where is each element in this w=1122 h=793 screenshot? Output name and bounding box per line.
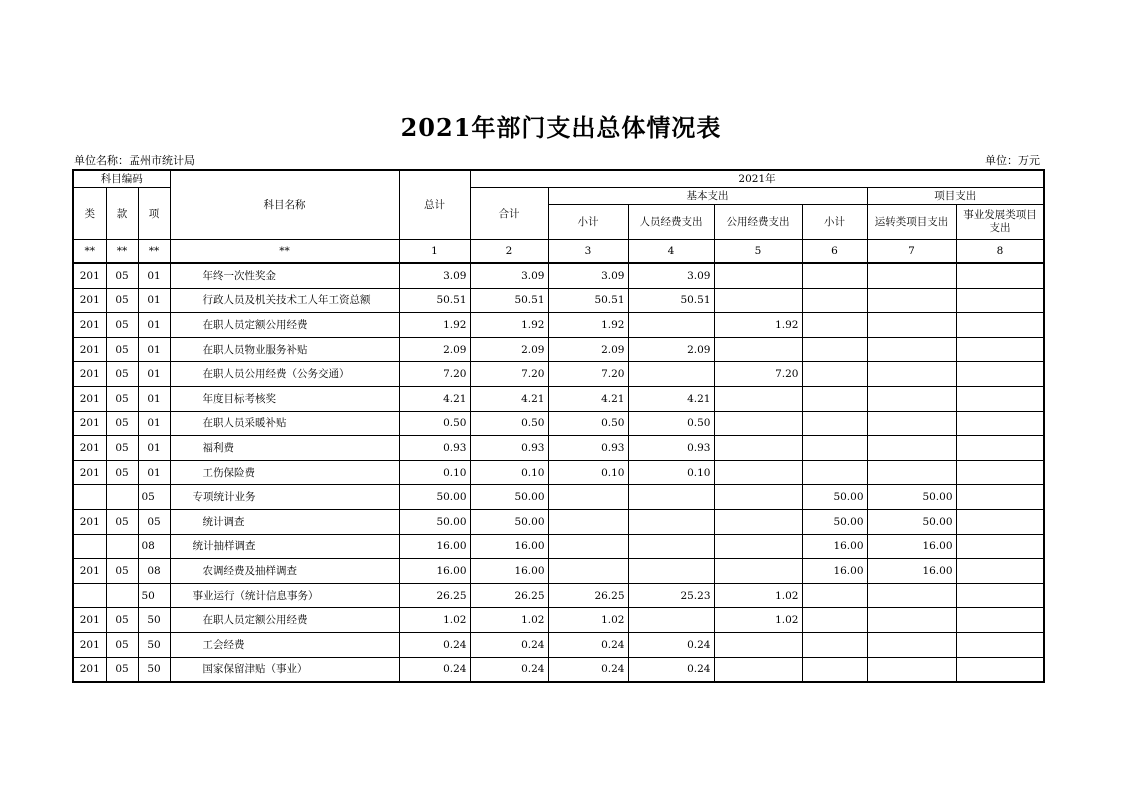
index-cell: 2 bbox=[470, 240, 548, 264]
cell-basic-subtotal: 0.24 bbox=[548, 657, 628, 682]
cell-operation bbox=[867, 583, 956, 608]
cell-xiang: 05 bbox=[138, 509, 170, 534]
cell-personnel bbox=[628, 608, 714, 633]
cell-development bbox=[956, 386, 1044, 411]
cell-public bbox=[714, 337, 802, 362]
table-row bbox=[73, 436, 1044, 461]
expenditure-table bbox=[72, 169, 1045, 683]
cell-subject-name: 专项统计业务 bbox=[170, 485, 399, 510]
cell-total: 3.09 bbox=[399, 263, 470, 288]
cell-project-subtotal: 16.00 bbox=[802, 534, 867, 559]
cell-development bbox=[956, 362, 1044, 387]
cell-sum: 1.92 bbox=[470, 313, 548, 338]
cell-sum: 3.09 bbox=[470, 263, 548, 288]
cell-basic-subtotal: 0.24 bbox=[548, 632, 628, 657]
index-cell: 7 bbox=[867, 240, 956, 264]
cell-operation bbox=[867, 313, 956, 338]
index-cell: 6 bbox=[802, 240, 867, 264]
cell-public: 7.20 bbox=[714, 362, 802, 387]
cell-xiang: 01 bbox=[138, 313, 170, 338]
table-row bbox=[73, 534, 1044, 559]
cell-basic-subtotal bbox=[548, 534, 628, 559]
cell-development bbox=[956, 608, 1044, 633]
cell-lei: 201 bbox=[73, 608, 106, 633]
cell-development bbox=[956, 337, 1044, 362]
cell-kuan: 05 bbox=[106, 288, 138, 313]
cell-public bbox=[714, 460, 802, 485]
cell-kuan: 05 bbox=[106, 386, 138, 411]
cell-kuan: 05 bbox=[106, 608, 138, 633]
cell-personnel bbox=[628, 362, 714, 387]
table-row bbox=[73, 411, 1044, 436]
cell-total: 7.20 bbox=[399, 362, 470, 387]
cell-personnel bbox=[628, 485, 714, 510]
cell-total: 50.00 bbox=[399, 485, 470, 510]
cell-sum: 0.10 bbox=[470, 460, 548, 485]
header-project-subtotal: 小计 bbox=[802, 205, 867, 240]
cell-xiang: 08 bbox=[138, 559, 170, 584]
cell-development bbox=[956, 288, 1044, 313]
cell-public: 1.02 bbox=[714, 608, 802, 633]
table-row bbox=[73, 313, 1044, 338]
cell-lei bbox=[73, 485, 106, 510]
cell-kuan: 05 bbox=[106, 632, 138, 657]
cell-project-subtotal bbox=[802, 313, 867, 338]
cell-total: 1.02 bbox=[399, 608, 470, 633]
table-row bbox=[73, 583, 1044, 608]
page-title: 2021年部门支出总体情况表 bbox=[400, 113, 722, 142]
cell-total: 2.09 bbox=[399, 337, 470, 362]
cell-lei: 201 bbox=[73, 263, 106, 288]
cell-operation: 50.00 bbox=[867, 485, 956, 510]
cell-operation bbox=[867, 657, 956, 682]
cell-basic-subtotal bbox=[548, 485, 628, 510]
cell-personnel: 4.21 bbox=[628, 386, 714, 411]
unit-name-label: 单位名称：孟州市统计局 bbox=[74, 154, 195, 167]
cell-xiang: 01 bbox=[138, 460, 170, 485]
header-basic-subtotal: 小计 bbox=[548, 205, 628, 240]
cell-operation bbox=[867, 436, 956, 461]
cell-project-subtotal bbox=[802, 263, 867, 288]
table-row bbox=[73, 386, 1044, 411]
cell-development bbox=[956, 263, 1044, 288]
cell-kuan: 05 bbox=[106, 263, 138, 288]
cell-project-subtotal bbox=[802, 288, 867, 313]
cell-sum: 0.93 bbox=[470, 436, 548, 461]
cell-sum: 0.24 bbox=[470, 657, 548, 682]
cell-total: 50.00 bbox=[399, 509, 470, 534]
cell-xiang: 01 bbox=[138, 288, 170, 313]
table-row bbox=[73, 485, 1044, 510]
header-operation: 运转类项目支出 bbox=[867, 205, 956, 240]
cell-sum: 1.02 bbox=[470, 608, 548, 633]
cell-public bbox=[714, 288, 802, 313]
header-project-expenditure: 项目支出 bbox=[867, 188, 1044, 205]
cell-subject-name: 年度目标考核奖 bbox=[170, 386, 399, 411]
cell-kuan: 05 bbox=[106, 411, 138, 436]
cell-sum: 50.00 bbox=[470, 485, 548, 510]
cell-basic-subtotal: 50.51 bbox=[548, 288, 628, 313]
cell-total: 1.92 bbox=[399, 313, 470, 338]
cell-operation bbox=[867, 386, 956, 411]
cell-personnel: 3.09 bbox=[628, 263, 714, 288]
cell-basic-subtotal: 3.09 bbox=[548, 263, 628, 288]
cell-total: 0.24 bbox=[399, 632, 470, 657]
cell-operation: 16.00 bbox=[867, 559, 956, 584]
cell-kuan: 05 bbox=[106, 460, 138, 485]
header-public: 公用经费支出 bbox=[714, 205, 802, 240]
cell-project-subtotal: 50.00 bbox=[802, 485, 867, 510]
cell-personnel: 0.10 bbox=[628, 460, 714, 485]
cell-basic-subtotal: 1.92 bbox=[548, 313, 628, 338]
cell-operation bbox=[867, 608, 956, 633]
cell-public bbox=[714, 632, 802, 657]
header-kuan: 款 bbox=[106, 188, 138, 240]
cell-development bbox=[956, 436, 1044, 461]
cell-lei bbox=[73, 583, 106, 608]
cell-kuan bbox=[106, 583, 138, 608]
header-xiang: 项 bbox=[138, 188, 170, 240]
cell-operation: 50.00 bbox=[867, 509, 956, 534]
cell-xiang: 01 bbox=[138, 337, 170, 362]
table-row bbox=[73, 362, 1044, 387]
table-row bbox=[73, 509, 1044, 534]
cell-subject-name: 行政人员及机关技术工人年工资总额 bbox=[170, 288, 399, 313]
cell-basic-subtotal: 2.09 bbox=[548, 337, 628, 362]
cell-personnel: 0.50 bbox=[628, 411, 714, 436]
cell-total: 0.93 bbox=[399, 436, 470, 461]
cell-total: 50.51 bbox=[399, 288, 470, 313]
cell-project-subtotal bbox=[802, 657, 867, 682]
header-code-group: 科目编码 bbox=[73, 170, 170, 188]
cell-personnel: 2.09 bbox=[628, 337, 714, 362]
cell-public bbox=[714, 534, 802, 559]
cell-xiang: 01 bbox=[138, 362, 170, 387]
cell-lei: 201 bbox=[73, 657, 106, 682]
cell-public bbox=[714, 509, 802, 534]
cell-lei: 201 bbox=[73, 509, 106, 534]
cell-lei: 201 bbox=[73, 337, 106, 362]
cell-basic-subtotal: 26.25 bbox=[548, 583, 628, 608]
cell-development bbox=[956, 411, 1044, 436]
cell-total: 16.00 bbox=[399, 534, 470, 559]
cell-total: 0.24 bbox=[399, 657, 470, 682]
cell-public: 1.02 bbox=[714, 583, 802, 608]
cell-xiang: 50 bbox=[138, 608, 170, 633]
header-basic-expenditure: 基本支出 bbox=[548, 188, 867, 205]
cell-basic-subtotal bbox=[548, 509, 628, 534]
cell-personnel: 50.51 bbox=[628, 288, 714, 313]
header-row-1 bbox=[73, 170, 1044, 188]
cell-total: 0.10 bbox=[399, 460, 470, 485]
index-cell: ** bbox=[106, 240, 138, 264]
cell-subject-name: 在职人员定额公用经费 bbox=[170, 608, 399, 633]
cell-kuan: 05 bbox=[106, 509, 138, 534]
cell-personnel: 0.24 bbox=[628, 657, 714, 682]
cell-basic-subtotal: 0.10 bbox=[548, 460, 628, 485]
index-cell: 1 bbox=[399, 240, 470, 264]
header-year: 2021年 bbox=[470, 170, 1044, 188]
index-cell: 8 bbox=[956, 240, 1044, 264]
cell-subject-name: 统计调查 bbox=[170, 509, 399, 534]
table-row bbox=[73, 632, 1044, 657]
cell-total: 26.25 bbox=[399, 583, 470, 608]
index-cell: 3 bbox=[548, 240, 628, 264]
cell-xiang: 50 bbox=[138, 657, 170, 682]
cell-project-subtotal bbox=[802, 386, 867, 411]
unit-label: 单位：万元 bbox=[985, 154, 1040, 167]
cell-development bbox=[956, 509, 1044, 534]
index-cell: ** bbox=[170, 240, 399, 264]
cell-personnel: 0.93 bbox=[628, 436, 714, 461]
cell-operation bbox=[867, 632, 956, 657]
cell-project-subtotal bbox=[802, 632, 867, 657]
table-row bbox=[73, 288, 1044, 313]
cell-basic-subtotal: 4.21 bbox=[548, 386, 628, 411]
cell-basic-subtotal: 0.93 bbox=[548, 436, 628, 461]
cell-public bbox=[714, 485, 802, 510]
cell-kuan: 05 bbox=[106, 436, 138, 461]
table-row bbox=[73, 559, 1044, 584]
cell-subject-name: 统计抽样调查 bbox=[170, 534, 399, 559]
cell-xiang: 01 bbox=[138, 386, 170, 411]
cell-operation bbox=[867, 411, 956, 436]
cell-kuan: 05 bbox=[106, 313, 138, 338]
cell-subject-name: 在职人员公用经费（公务交通） bbox=[170, 362, 399, 387]
cell-operation bbox=[867, 460, 956, 485]
cell-public bbox=[714, 411, 802, 436]
cell-development bbox=[956, 657, 1044, 682]
cell-lei: 201 bbox=[73, 411, 106, 436]
header-personnel: 人员经费支出 bbox=[628, 205, 714, 240]
cell-lei: 201 bbox=[73, 559, 106, 584]
cell-kuan: 05 bbox=[106, 559, 138, 584]
table-row bbox=[73, 657, 1044, 682]
cell-lei: 201 bbox=[73, 288, 106, 313]
cell-development bbox=[956, 632, 1044, 657]
cell-subject-name: 国家保留津贴（事业） bbox=[170, 657, 399, 682]
cell-subject-name: 工伤保险费 bbox=[170, 460, 399, 485]
cell-xiang: 01 bbox=[138, 263, 170, 288]
table-row bbox=[73, 263, 1044, 288]
cell-public bbox=[714, 263, 802, 288]
table-row bbox=[73, 608, 1044, 633]
header-lei: 类 bbox=[73, 188, 106, 240]
cell-subject-name: 在职人员物业服务补贴 bbox=[170, 337, 399, 362]
cell-total: 16.00 bbox=[399, 559, 470, 584]
cell-development bbox=[956, 460, 1044, 485]
table-row bbox=[73, 337, 1044, 362]
index-cell: 4 bbox=[628, 240, 714, 264]
header-subject-name: 科目名称 bbox=[170, 170, 399, 240]
cell-sum: 2.09 bbox=[470, 337, 548, 362]
cell-personnel: 25.23 bbox=[628, 583, 714, 608]
cell-project-subtotal bbox=[802, 362, 867, 387]
cell-kuan: 05 bbox=[106, 362, 138, 387]
cell-public bbox=[714, 559, 802, 584]
cell-lei: 201 bbox=[73, 436, 106, 461]
cell-development bbox=[956, 559, 1044, 584]
cell-subject-name: 事业运行（统计信息事务） bbox=[170, 583, 399, 608]
cell-project-subtotal bbox=[802, 583, 867, 608]
cell-development bbox=[956, 534, 1044, 559]
cell-sum: 26.25 bbox=[470, 583, 548, 608]
cell-xiang: 50 bbox=[138, 583, 170, 608]
cell-public bbox=[714, 386, 802, 411]
cell-project-subtotal: 16.00 bbox=[802, 559, 867, 584]
cell-lei: 201 bbox=[73, 386, 106, 411]
header-total: 总计 bbox=[399, 170, 470, 240]
cell-lei: 201 bbox=[73, 632, 106, 657]
cell-xiang: 01 bbox=[138, 436, 170, 461]
cell-basic-subtotal: 1.02 bbox=[548, 608, 628, 633]
cell-subject-name: 在职人员定额公用经费 bbox=[170, 313, 399, 338]
cell-kuan: 05 bbox=[106, 657, 138, 682]
cell-kuan: 05 bbox=[106, 337, 138, 362]
cell-sum: 50.51 bbox=[470, 288, 548, 313]
cell-operation bbox=[867, 263, 956, 288]
cell-sum: 4.21 bbox=[470, 386, 548, 411]
cell-sum: 50.00 bbox=[470, 509, 548, 534]
cell-kuan bbox=[106, 485, 138, 510]
cell-sum: 0.24 bbox=[470, 632, 548, 657]
cell-sum: 16.00 bbox=[470, 534, 548, 559]
cell-operation bbox=[867, 362, 956, 387]
cell-project-subtotal bbox=[802, 460, 867, 485]
cell-subject-name: 年终一次性奖金 bbox=[170, 263, 399, 288]
cell-personnel bbox=[628, 509, 714, 534]
cell-basic-subtotal: 0.50 bbox=[548, 411, 628, 436]
cell-personnel bbox=[628, 313, 714, 338]
cell-basic-subtotal bbox=[548, 559, 628, 584]
cell-development bbox=[956, 313, 1044, 338]
cell-lei: 201 bbox=[73, 313, 106, 338]
cell-development bbox=[956, 583, 1044, 608]
cell-subject-name: 福利费 bbox=[170, 436, 399, 461]
cell-project-subtotal bbox=[802, 337, 867, 362]
cell-kuan bbox=[106, 534, 138, 559]
cell-operation: 16.00 bbox=[867, 534, 956, 559]
cell-subject-name: 农调经费及抽样调查 bbox=[170, 559, 399, 584]
cell-basic-subtotal: 7.20 bbox=[548, 362, 628, 387]
cell-development bbox=[956, 485, 1044, 510]
cell-lei: 201 bbox=[73, 362, 106, 387]
cell-project-subtotal bbox=[802, 608, 867, 633]
cell-xiang: 05 bbox=[138, 485, 170, 510]
cell-total: 0.50 bbox=[399, 411, 470, 436]
header-sum: 合计 bbox=[470, 188, 548, 240]
cell-sum: 0.50 bbox=[470, 411, 548, 436]
cell-public bbox=[714, 436, 802, 461]
cell-xiang: 50 bbox=[138, 632, 170, 657]
index-cell: ** bbox=[73, 240, 106, 264]
cell-project-subtotal: 50.00 bbox=[802, 509, 867, 534]
index-cell: ** bbox=[138, 240, 170, 264]
header-development: 事业发展类项目支出 bbox=[956, 205, 1044, 240]
cell-subject-name: 工会经费 bbox=[170, 632, 399, 657]
cell-operation bbox=[867, 337, 956, 362]
cell-personnel bbox=[628, 534, 714, 559]
cell-sum: 16.00 bbox=[470, 559, 548, 584]
cell-public: 1.92 bbox=[714, 313, 802, 338]
cell-xiang: 01 bbox=[138, 411, 170, 436]
table-row bbox=[73, 460, 1044, 485]
cell-lei: 201 bbox=[73, 460, 106, 485]
cell-total: 4.21 bbox=[399, 386, 470, 411]
cell-operation bbox=[867, 288, 956, 313]
cell-project-subtotal bbox=[802, 436, 867, 461]
cell-lei bbox=[73, 534, 106, 559]
cell-sum: 7.20 bbox=[470, 362, 548, 387]
cell-public bbox=[714, 657, 802, 682]
cell-xiang: 08 bbox=[138, 534, 170, 559]
cell-subject-name: 在职人员采暖补贴 bbox=[170, 411, 399, 436]
index-cell: 5 bbox=[714, 240, 802, 264]
cell-personnel bbox=[628, 559, 714, 584]
index-row bbox=[73, 240, 1044, 264]
cell-project-subtotal bbox=[802, 411, 867, 436]
cell-personnel: 0.24 bbox=[628, 632, 714, 657]
